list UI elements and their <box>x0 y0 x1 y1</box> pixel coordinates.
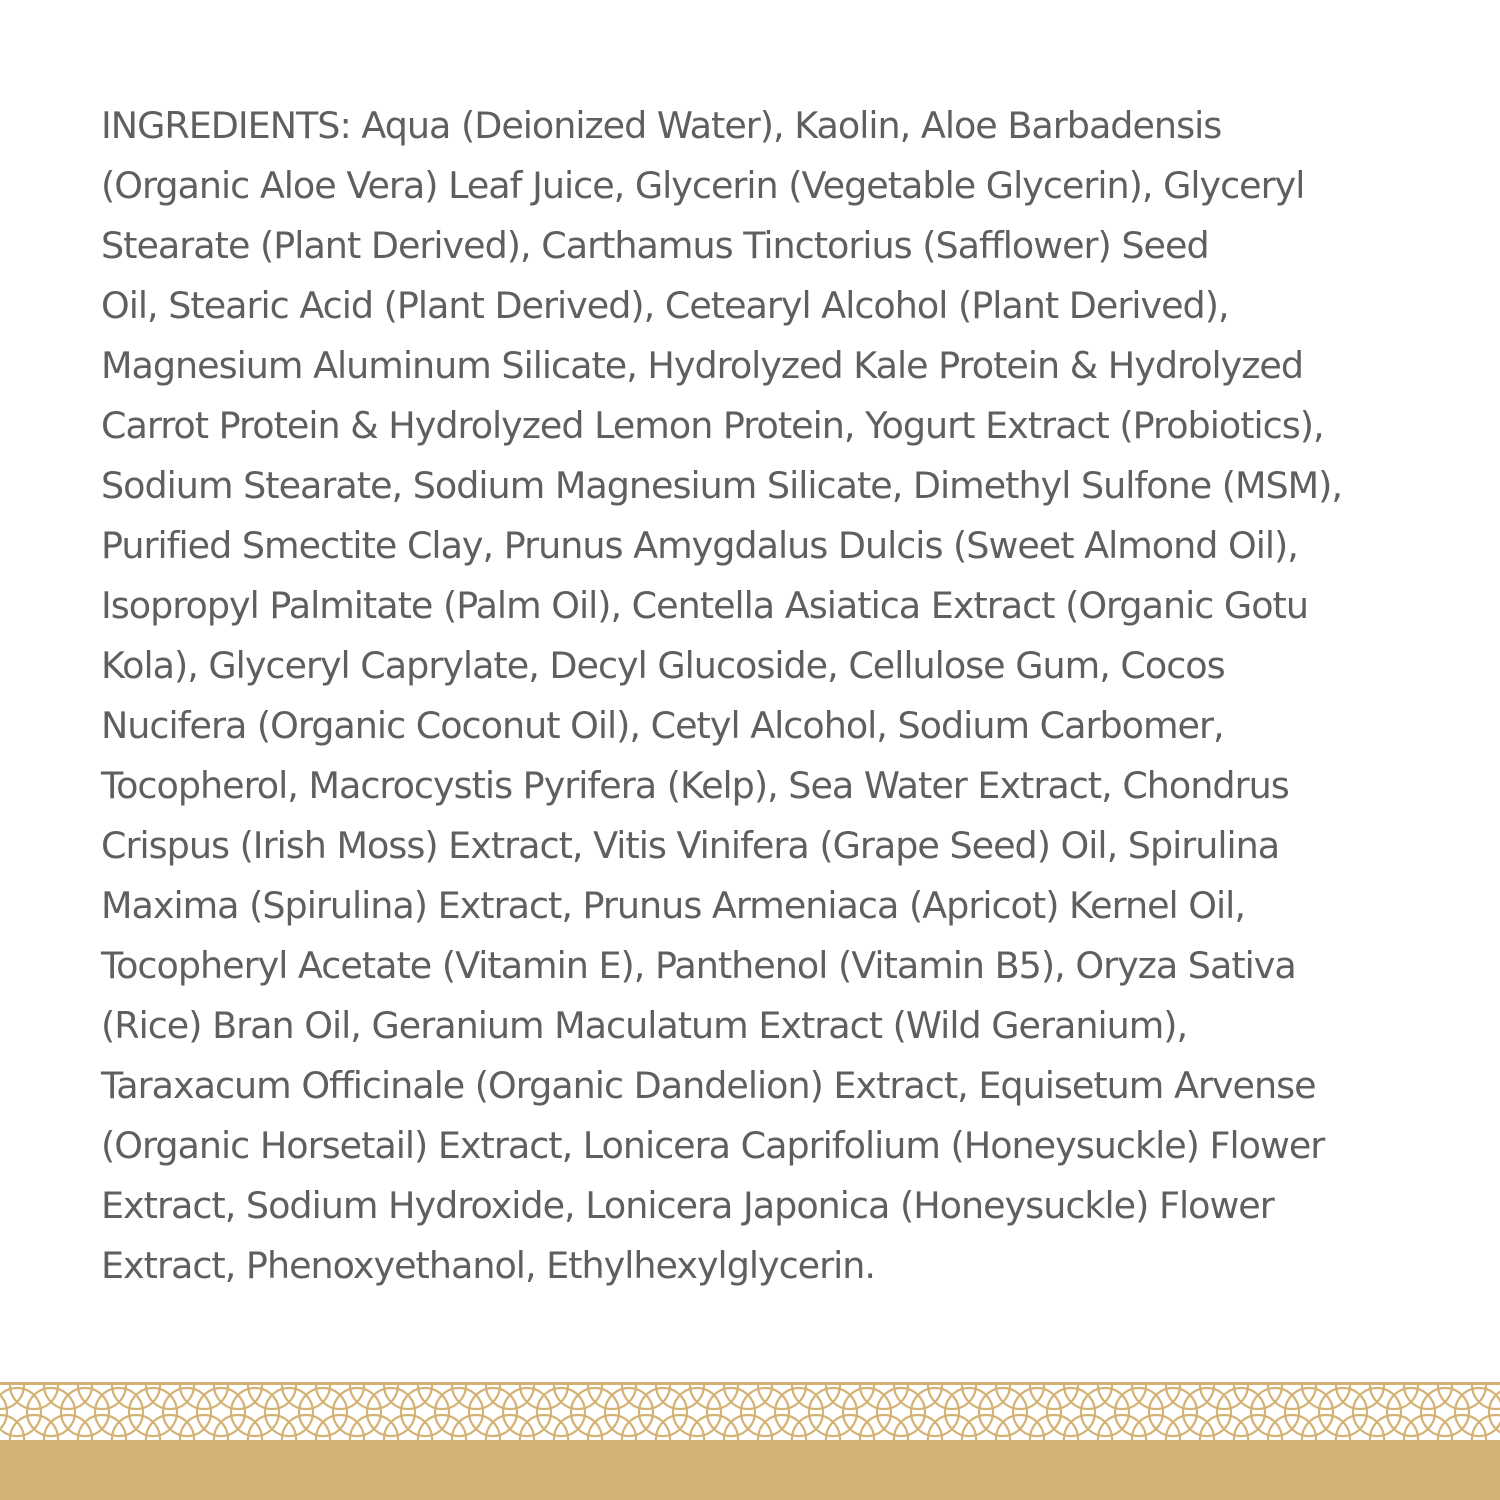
ingredients-line: (Organic Horsetail) Extract, Lonicera Caprifolium (Honeysuckle) Flower <box>101 1124 1325 1167</box>
ingredients-line: Magnesium Aluminum Silicate, Hydrolyzed Kale Protein & Hydrolyzed <box>101 344 1304 387</box>
ingredients-line: Maxima (Spirulina) Extract, Prunus Armeniaca (Apricot) Kernel Oil, <box>101 884 1245 927</box>
ingredients-line: Tocopheryl Acetate (Vitamin E), Panthenol (Vitamin B5), Oryza Sativa <box>101 944 1296 987</box>
ingredients-line: INGREDIENTS: Aqua (Deionized Water), Kaolin, Aloe Barbadensis <box>101 104 1222 147</box>
ingredients-line: Oil, Stearic Acid (Plant Derived), Cetearyl Alcohol (Plant Derived), <box>101 284 1229 327</box>
pattern-circle <box>1455 1388 1500 1436</box>
ingredients-line: Stearate (Plant Derived), Carthamus Tinctorius (Safflower) Seed <box>101 224 1209 267</box>
ingredients-line: Carrot Protein & Hydrolyzed Lemon Protein, Yogurt Extract (Probiotics), <box>101 404 1324 447</box>
ingredients-line: Tocopherol, Macrocystis Pyrifera (Kelp), Sea Water Extract, Chondrus <box>101 764 1289 807</box>
ingredients-line: Purified Smectite Clay, Prunus Amygdalus Dulcis (Sweet Almond Oil), <box>101 524 1298 567</box>
ingredients-line: Crispus (Irish Moss) Extract, Vitis Vinifera (Grape Seed) Oil, Spirulina <box>101 824 1280 867</box>
pattern-circle <box>1489 1388 1500 1436</box>
pattern-top-rule <box>0 1382 1500 1385</box>
ingredients-line: Isopropyl Palmitate (Palm Oil), Centella Asiatica Extract (Organic Gotu <box>101 584 1308 627</box>
ingredients-line: Nucifera (Organic Coconut Oil), Cetyl Alcohol, Sodium Carbomer, <box>101 704 1224 747</box>
interlocking-circles-pattern-icon <box>0 1382 1500 1440</box>
ingredients-line: Extract, Sodium Hydroxide, Lonicera Japonica (Honeysuckle) Flower <box>101 1184 1274 1227</box>
ingredients-line: Sodium Stearate, Sodium Magnesium Silicate, Dimethyl Sulfone (MSM), <box>101 464 1343 507</box>
ingredients-list <box>101 96 1401 1296</box>
ingredients-line: Taraxacum Officinale (Organic Dandelion) Extract, Equisetum Arvense <box>101 1064 1316 1107</box>
ingredients-line: (Rice) Bran Oil, Geranium Maculatum Extract (Wild Geranium), <box>101 1004 1188 1047</box>
ingredients-line: Kola), Glyceryl Caprylate, Decyl Glucoside, Cellulose Gum, Cocos <box>101 644 1225 687</box>
gold-footer-band <box>0 1440 1500 1500</box>
ingredients-line: (Organic Aloe Vera) Leaf Juice, Glycerin (Vegetable Glycerin), Glyceryl <box>101 164 1305 207</box>
ingredients-line: Extract, Phenoxyethanol, Ethylhexylglycerin. <box>101 1244 876 1287</box>
